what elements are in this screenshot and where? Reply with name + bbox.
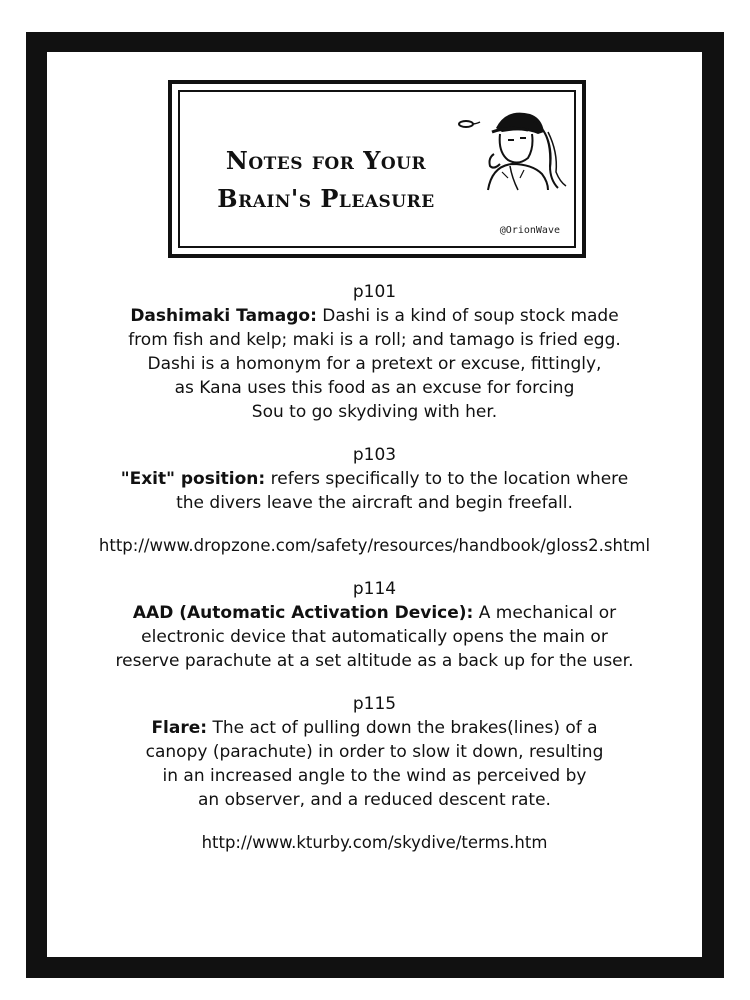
page-reference: p114 xyxy=(352,579,397,599)
page-reference: p103 xyxy=(352,445,397,465)
title-box-border xyxy=(178,90,576,248)
note-description: A mechanical or electronic device that automatically opens the main or reserve parachute at a set altitude as a back up for the user. xyxy=(115,603,634,671)
note-term: AAD (Automatic Activation Device): xyxy=(132,603,474,623)
note-description: refers specifically to to the location where the divers leave the aircraft and begin freefall. xyxy=(176,469,629,513)
mascot-illustration xyxy=(458,102,573,192)
note-description: Dashi is a kind of soup stock made from fish and kelp; maki is a roll; and tamago is fried egg. Dashi is a homonym for a pretext or excuse, fittingly, as Kana uses this food as an excuse for forcing Sou to go skydiving with her. xyxy=(128,306,621,422)
note-term: Dashimaki Tamago: xyxy=(130,306,317,326)
note-p114 xyxy=(47,577,702,673)
page-reference: p115 xyxy=(352,694,397,714)
note-term: Flare: xyxy=(151,718,208,738)
artist-credit: @OrionWave xyxy=(499,225,560,236)
title-box xyxy=(168,80,586,258)
note-description: The act of pulling down the brakes(lines) of a canopy (parachute) in order to slow it down, resulting in an increased angle to the wind as perceived by an observer, and a reduced descent rate. xyxy=(145,718,604,810)
title-line-1: Notes for Your xyxy=(225,146,427,175)
note-term: "Exit" position: xyxy=(120,469,266,489)
page-title xyxy=(216,142,436,218)
reference-url: http://www.dropzone.com/safety/resources/handbook/gloss2.shtml xyxy=(98,536,651,555)
page-reference: p101 xyxy=(352,282,397,302)
title-line-2: Brain's Pleasure xyxy=(217,184,435,213)
note-p103 xyxy=(47,443,702,515)
note-p115 xyxy=(47,692,702,812)
note-p101 xyxy=(47,280,702,424)
notes-list xyxy=(47,280,702,874)
reference-url: http://www.kturby.com/skydive/terms.htm xyxy=(201,833,548,852)
